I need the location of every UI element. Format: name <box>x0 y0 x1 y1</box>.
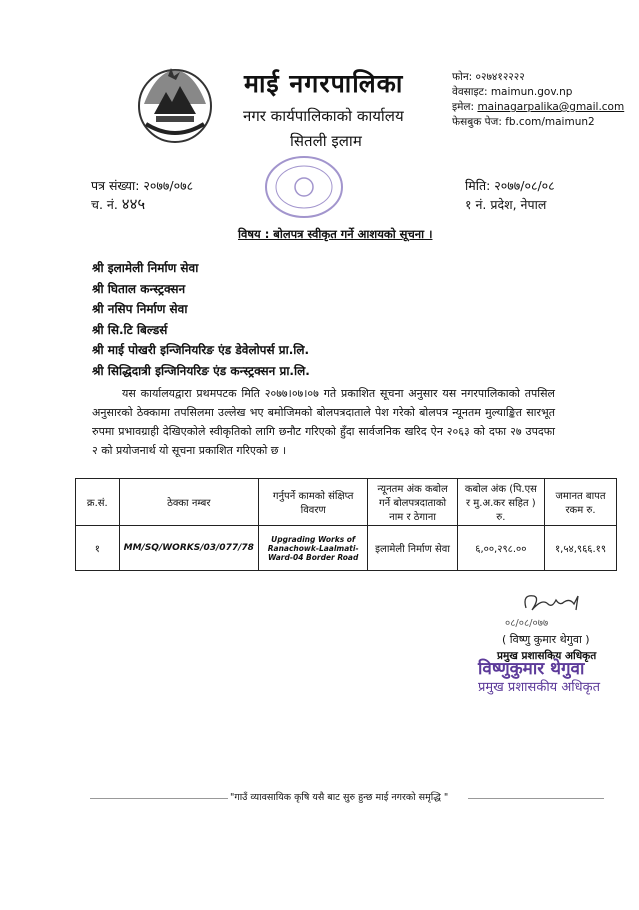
cell-sn: १ <box>76 526 120 571</box>
column-header: न्यूनतम अंक कबोल गर्ने बोलपत्रदाताको नाम र ठेगाना <box>368 479 457 526</box>
dispatch-label: च. नं. <box>91 197 118 212</box>
column-header: कबोल अंक (पि.एस र मु.अ.कर सहित ) रु. <box>457 479 544 526</box>
dispatch-value: ४४५ <box>121 195 146 213</box>
signature-mark <box>520 588 594 618</box>
recipient-item: श्री सिद्धिदात्री इन्जिनियरिङ एंड कन्स्ट्रक्सन प्रा.लि. <box>92 363 310 378</box>
email-label: इमेल: <box>452 101 478 113</box>
cell-work: Upgrading Works of Ranachowk-Laalmati-Ward-04 Border Road <box>258 526 368 571</box>
footer-slogan: "गाउँ व्यावसायिक कृषि यसै बाट सुरु हुन्छ माई नगरको समृद्धि " <box>230 792 449 803</box>
seal-name: विष्णुकुमार थेगुवा <box>478 659 585 679</box>
email-link[interactable]: mainagarpalika@gmail.com <box>477 101 625 113</box>
column-header: ठेक्का नम्बर <box>119 479 258 526</box>
cell-bid-amount: ६,००,२९८.०० <box>457 526 544 571</box>
cell-contract-no: MM/SQ/WORKS/03/077/78 <box>119 526 258 571</box>
subject-line: विषय : बोलपत्र स्वीकृत गर्ने आशयको सूचना । <box>238 227 433 241</box>
table-row <box>76 526 617 571</box>
office-stamp <box>262 152 346 222</box>
recipient-item: श्री माई पोखरी इन्जिनियरिङ एंड डेवेलोपर्स प्रा.लि. <box>92 343 310 357</box>
email-text <box>452 101 624 114</box>
recipient-item: श्री इलामेली निर्माण सेवा <box>92 261 199 275</box>
seal-title: प्रमुख प्रशासकीय अधिकृत <box>478 680 601 695</box>
signatory-name: ( विष्णु कुमार थेगुवा ) <box>502 633 590 646</box>
dispatch-number <box>91 194 145 214</box>
letter-date: मिति: २०७७/०८/०८ <box>465 178 555 193</box>
recipient-item: श्री घिताल कन्स्ट्रक्सन <box>92 281 186 296</box>
column-header: क्र.सं. <box>76 479 120 526</box>
footer-divider-right <box>468 798 604 799</box>
letter-number: पत्र संख्या: २०७७/०७८ <box>91 178 194 193</box>
notice-body: यस कार्यालयद्वारा प्रथमपटक मिति २०७७।०७।०७ गते प्रकाशित सूचना अनुसार यस नगरपालिकाको तपसिल अनुसारको ठेक्कामा तपसिलमा उल्लेख भए बमोजिमको बोलपत्रदाताले पेश गरेको बोलपत्र न्यूनतम मुल्याङ्कित सारभूत रुपमा प्रभावग्राही देखिएकोले स्वीकृतिको लागि छनौट गरिएको हुँदा सार्वजनिक खरिद ऐन २०६३ को दफा २७ उपदफा २ को प्रयोजनार्थ यो सूचना प्रकाशित गरिएको छ । <box>92 387 555 457</box>
footer-divider-left <box>90 798 228 799</box>
bid-table <box>75 478 617 571</box>
signature-date: ०८/०८/०७७ <box>505 618 549 629</box>
recipient-item: श्री सि.टि बिल्डर्स <box>92 322 168 337</box>
recipient-list <box>92 258 310 381</box>
office-location: सितली इलाम <box>290 132 362 150</box>
nepal-emblem-logo <box>136 62 214 144</box>
signatory-title: प्रमुख प्रशासकिय अधिकृत <box>497 650 597 662</box>
office-name: नगर कार्यपालिकाको कार्यालय <box>243 107 404 125</box>
province-text: १ नं. प्रदेश, नेपाल <box>465 197 547 212</box>
phone-text: फोन: ०२७४१२२२२ <box>452 71 525 83</box>
website-text: वेवसाइट: maimun.gov.np <box>452 86 573 98</box>
column-header: जमानत बापत रकम रु. <box>545 479 617 526</box>
cell-security: १,५४,९६६.१९ <box>545 526 617 571</box>
org-name: माई नगरपालिका <box>244 69 404 98</box>
cell-bidder: इलामेली निर्माण सेवा <box>368 526 457 571</box>
table-header-row <box>76 479 617 526</box>
column-header: गर्नुपर्ने कामको संक्षिप्त विवरण <box>258 479 368 526</box>
facebook-text: फेसबुक पेज: fb.com/maimun2 <box>452 116 595 128</box>
recipient-item: श्री नसिप निर्माण सेवा <box>92 302 188 316</box>
